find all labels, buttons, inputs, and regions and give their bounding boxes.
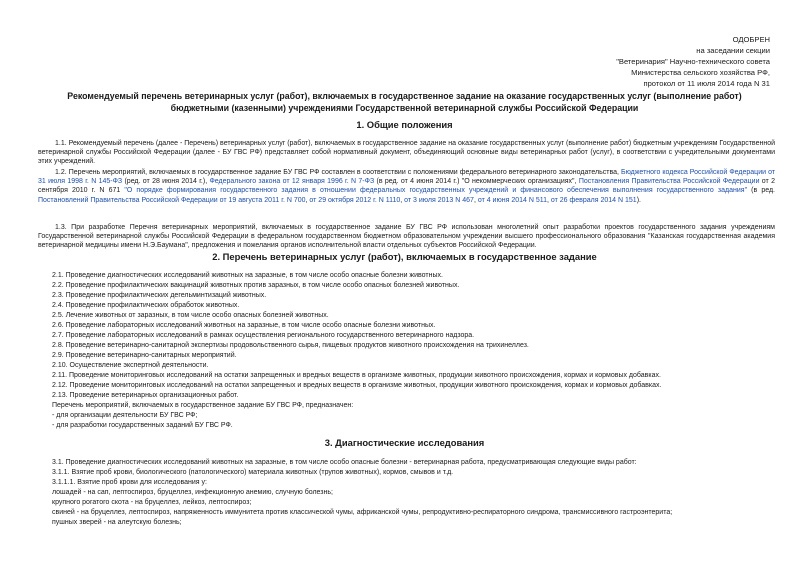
list-item: 3.1.1.1. Взятие проб крови для исследования у:	[52, 479, 207, 486]
list-item: свиней - на бруцеллез, лептоспироз, напряженность иммунитета против классической чумы, африканской чумы, репродуктивно-респираторного синдрома, трансмиссивного гастроэнтерита;	[52, 509, 673, 516]
paragraph-text: от 2 сентября 2010 г. N 671	[38, 178, 775, 195]
document-link[interactable]: от 4 июня 2014 N 511	[477, 196, 547, 204]
list-item: 2.5. Лечение животных от заразных, в том числе особо опасных болезней животных.	[52, 312, 329, 319]
document-link[interactable]: "О порядке формирования государственного задания в отношении федеральных государственных учреждений и финансового обеспечения выполнения государственного задания"	[124, 187, 748, 195]
paragraph-1-1: 1.1. Рекомендуемый перечень (далее - Перечень) ветеринарных услуг (работ), включаемых в государственное задание на оказание государственных услуг (выполнение работ) бюджетным учреждениям Государственной ветеринарной службы Российской Федерации (далее - БУ ГВС РФ) представляет собой нормативный документ, объединяющий основные виды ветеринарных работ (услуг), в соответствии с учредительными документами этих учреждений.	[38, 140, 775, 166]
paragraph-text: ).	[636, 196, 641, 204]
approval-line: ОДОБРЕН	[732, 35, 770, 44]
list-item: 2.4. Проведение профилактических обработок животных.	[52, 302, 240, 309]
list-item: 2.7. Проведение лабораторных исследований в рамках осуществления регионального государственного ветеринарного надзора.	[52, 332, 475, 339]
list-item: Перечень мероприятий, включаемых в государственное задание БУ ГВС РФ, предназначен:	[52, 402, 354, 409]
list-item: 2.11. Проведение мониторинговых исследований на остатки запрещенных и вредных веществ в организме животных, продукции животного происхождения, кормах и кормовых добавках.	[52, 372, 661, 379]
approval-line: Министерства сельского хозяйства РФ,	[631, 68, 770, 78]
approval-line: протокол от 11 июля 2014 года N 31	[643, 79, 770, 89]
section-3-heading: 3. Диагностические исследования	[324, 437, 485, 448]
paragraph-1-2	[38, 168, 775, 205]
title-line-2: бюджетными (казенными) учреждениями Государственной ветеринарной службы Российской Федерации	[170, 102, 639, 113]
list-item: 2.2. Проведение профилактических вакцинаций животных против заразных, в том числе особо опасных болезней животных.	[52, 282, 460, 289]
document-link[interactable]: Постановления Правительства Российской Федерации	[578, 178, 760, 186]
approval-block	[616, 34, 770, 89]
list-item: 2.3. Проведение профилактических дегельминтизаций животных.	[52, 292, 267, 299]
paragraph-text: (в ред.	[747, 187, 775, 195]
paragraph-text: (в ред. от 4 июня 2014 г.) "О некоммерческих организациях",	[374, 178, 579, 186]
document-title	[30, 91, 779, 114]
document-link[interactable]: Бюджетного кодекса Российской Федерации	[620, 169, 767, 176]
list-item: 2.12. Проведение мониторинговых исследований на остатки запрещенных и вредных веществ в организме животных, продукции животного происхождения, кормах и кормовых добавках.	[52, 382, 662, 389]
paragraph-text: (ред. от 28 июня 2014 г.),	[122, 178, 210, 186]
list-item: 2.9. Проведение ветеринарно-санитарных мероприятий.	[52, 352, 237, 359]
list-item: 2.8. Проведение ветеринарно-санитарной экспертизы продовольственного сырья, пищевых продуктов животного происхождения на трихинеллез.	[52, 342, 529, 349]
list-item: 3.1.1. Взятие проб крови, биологического (патологического) материала животных (трупов животных), кормов, смывов и т.д.	[52, 469, 454, 476]
paragraph-1-3: 1.3. При разработке Перечня ветеринарных мероприятий, включаемых в государственное задание БУ ГВС РФ использован многолетний опыт разработки проектов государственного задания учреждениям Государственной ветеринарной службы Российской Федерации в федеральном государственном бюджетном образовательном учреждении высшего профессионального образования "Казанская государственная академия ветеринарной медицины имени Н.Э.Баумана", предложения и пожелания органов исполнительной власти отдельных субъектов Российской Федерации.	[38, 224, 775, 250]
document-link[interactable]: от 3 июля 2013 N 467	[404, 196, 474, 204]
list-item: пушных зверей - на алеутскую болезнь;	[52, 519, 182, 526]
document-link[interactable]: от 29 октября 2012 г. N 1110	[309, 196, 401, 204]
section-2-heading: 2. Перечень ветеринарных услуг (работ), включаемых в государственное задание	[212, 251, 597, 262]
section-1-heading: 1. Общие положения	[356, 119, 453, 130]
list-item: 2.6. Проведение лабораторных исследований животных на заразные, в том числе особо опасные болезни животных.	[52, 322, 436, 329]
list-item: - для организации деятельности БУ ГВС РФ;	[52, 412, 198, 419]
document-link[interactable]: от 26 февраля 2014 N 151	[550, 196, 637, 204]
paragraph-text: 1.2. Перечень мероприятий, включаемых в государственное задание БУ ГВС РФ составлен в соответствии с положениями федерального ветеринарного законодательства,	[55, 169, 621, 176]
list-item: лошадей - на сап, лептоспироз, бруцеллез, инфекционную анемию, случную болезнь;	[52, 489, 333, 496]
list-item: 2.1. Проведение диагностических исследований животных на заразные, в том числе особо опасные болезни животных.	[52, 272, 443, 279]
document-link[interactable]: от 31 июля 1998 г. N 145-ФЗ	[38, 169, 776, 186]
paragraph-text: ,	[305, 196, 310, 204]
list-item: крупного рогатого скота - на бруцеллез, лейкоз, лептоспироз;	[52, 499, 252, 506]
paragraph-text: ,	[473, 196, 478, 204]
document-link[interactable]: Федерального закона от 12 января 1996 г. N 7-ФЗ	[209, 178, 375, 186]
paragraph-text: ,	[547, 196, 551, 204]
approval-line: "Ветеринария" Научно-технического совета	[616, 57, 770, 67]
list-item: - для разработки государственных заданий БУ ГВС РФ.	[52, 422, 233, 429]
list-item: 2.13. Проведение ветеринарных организационных работ.	[52, 392, 239, 399]
document-link[interactable]: Постановлений Правительства Российской Федерации от 19 августа 2011 г. N 700	[38, 196, 306, 204]
title-line-1: Рекомендуемый перечень ветеринарных услуг (работ), включаемых в государственное задание на оказание государственных услуг (выполнение работ)	[67, 91, 742, 101]
approval-line: на заседании секции	[696, 46, 770, 56]
list-item: 3.1. Проведение диагностических исследований животных на заразные, в том числе особо опасные болезни - ветеринарная работа, предусматривающая следующие виды работ:	[52, 459, 637, 466]
paragraph-text: ,	[400, 196, 405, 204]
list-item: 2.10. Осуществление экспертной деятельности.	[52, 362, 209, 369]
